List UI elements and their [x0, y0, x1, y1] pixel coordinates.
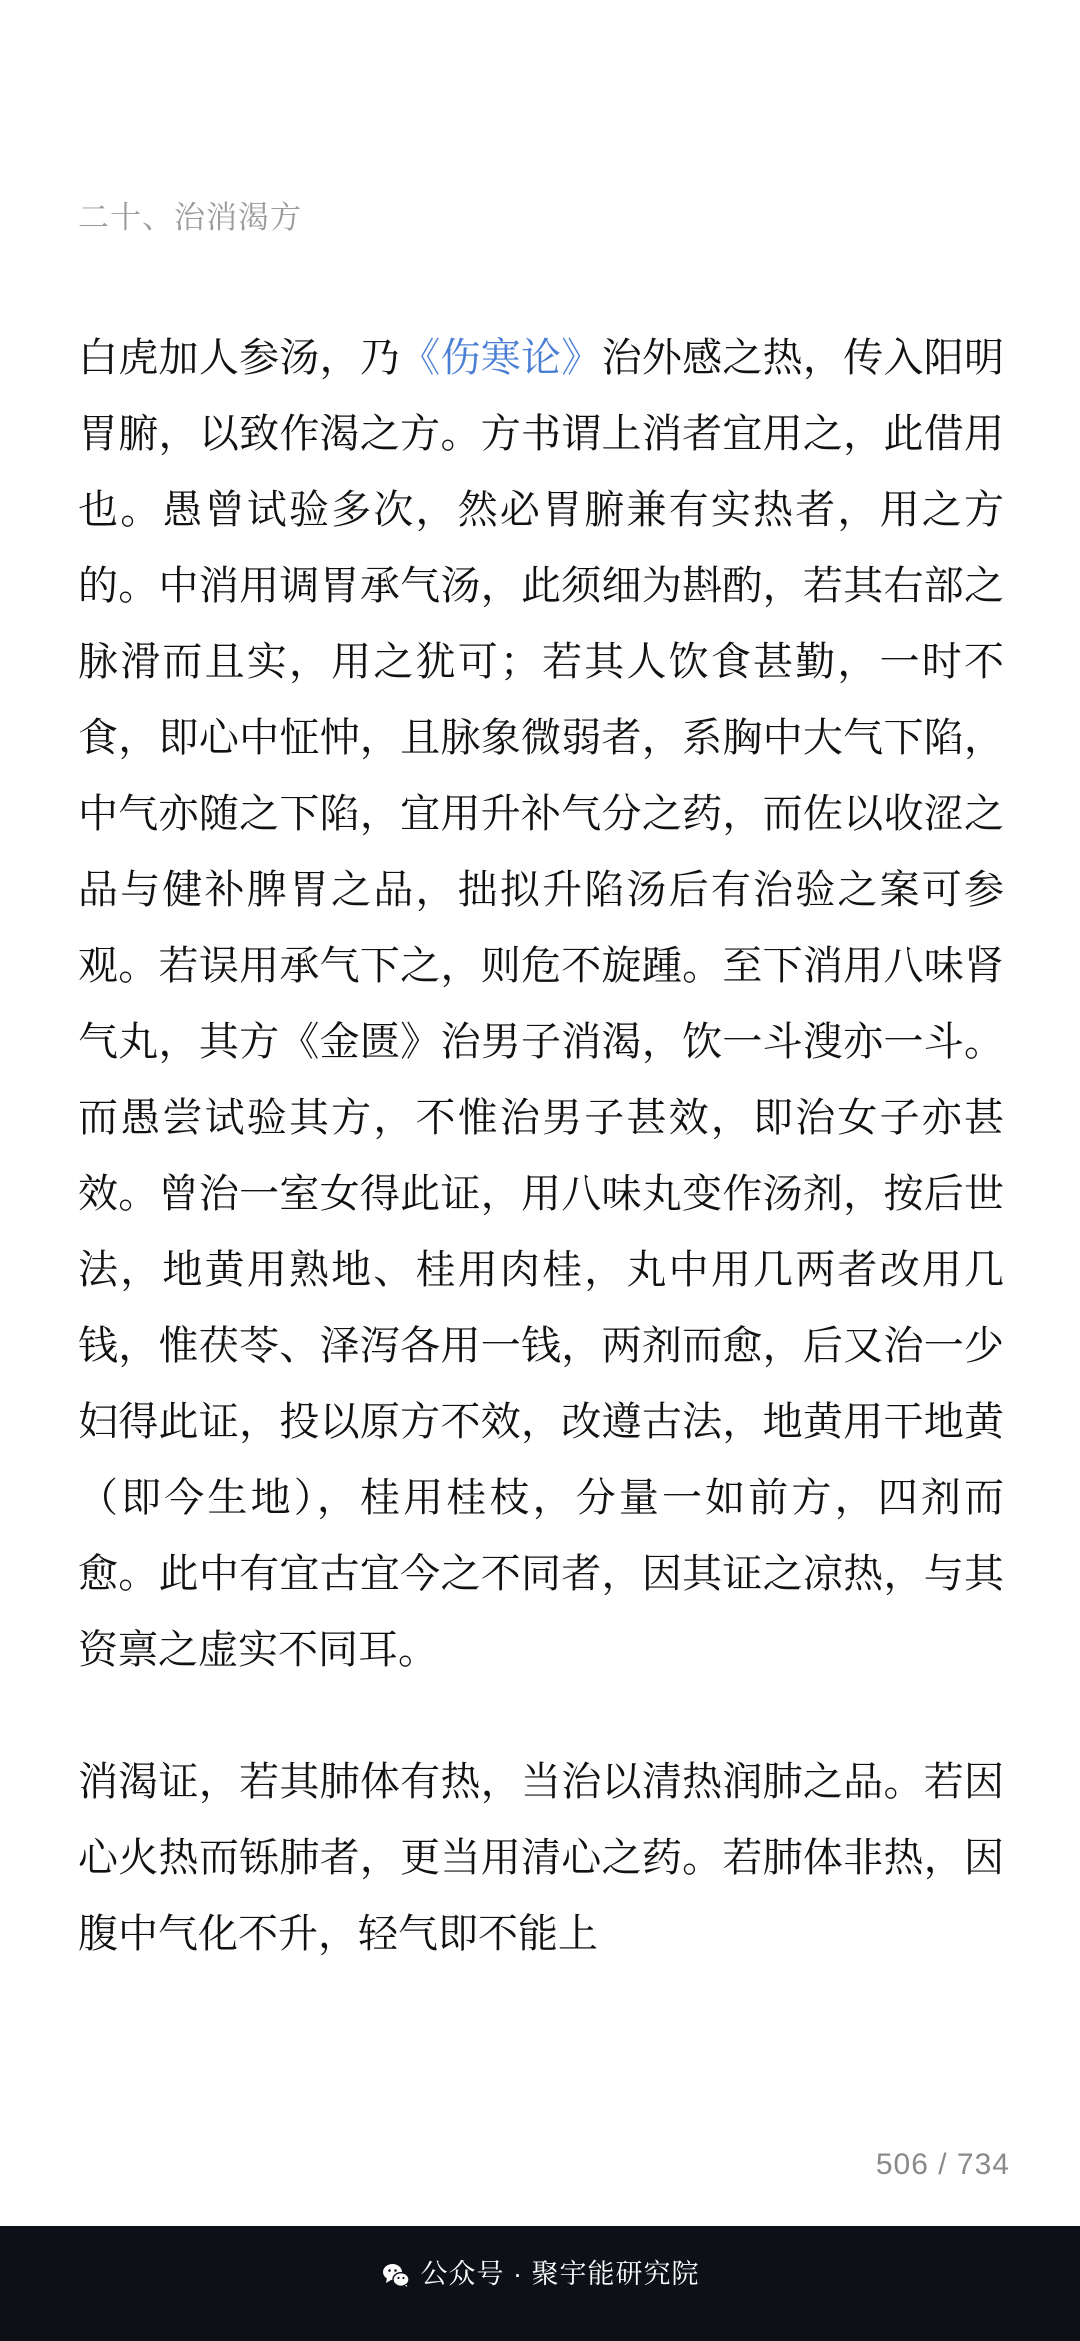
- page-number: 506 / 734: [875, 2148, 1010, 2181]
- wechat-icon: [381, 2261, 411, 2291]
- footer-bar: [0, 2226, 1080, 2341]
- text-segment: 白虎加人参汤，乃: [78, 336, 401, 380]
- footer-label: 公众号 · 聚宇能研究院: [420, 2259, 700, 2289]
- text-segment: 治外感之热，传入阳明胃腑，以致作渴之方。方书谓上消者宜用之，此借用也。愚曾试验多次，然必胃腑兼有实热者，用之方的。中消用调胃承气汤，此须细为斟酌，若其右部之脉滑而且实，用之犹可；若其人饮食甚勤，一时不食，即心中怔忡，且脉象微弱者，系胸中大气下陷，中气亦随之下陷，宜用升补气分之药，而佐以收涩之品与健补脾胃之品，拙拟升陷汤后有治验之案可参观。若误用承气下之，则危不旋踵。至下消用八味肾气丸，其方《金匮》治男子消渴，饮一斗溲亦一斗。而愚尝试验其方，不惟治男子甚效，即治女子亦甚效。曾治一室女得此证，用八味丸变作汤剂，按后世法，地黄用熟地、桂用肉桂，丸中用几两者改用几钱，惟茯苓、泽泻各用一钱，两剂而愈，后又治一少妇得此证，投以原方不效，改遵古法，地黄用干地黄（即今生地），桂用桂枝，分量一如前方，四剂而愈。此中有宜古宜今之不同者，因其证之凉热，与其资禀之虚实不同耳。: [78, 336, 1005, 1672]
- text-segment: 消渴证，若其肺体有热，当治以清热润肺之品。若因心火热而铄肺者，更当用清心之药。若肺体非热，因腹中气化不升，轻气即不能上: [78, 1760, 1004, 1956]
- paragraph: [78, 1744, 1004, 1972]
- chapter-title: 二十、治消渴方: [78, 200, 302, 235]
- book-reference-shanghanlun[interactable]: 《伤寒论》: [400, 336, 602, 380]
- paragraph: [78, 320, 1004, 1688]
- document-body: [78, 320, 1004, 1972]
